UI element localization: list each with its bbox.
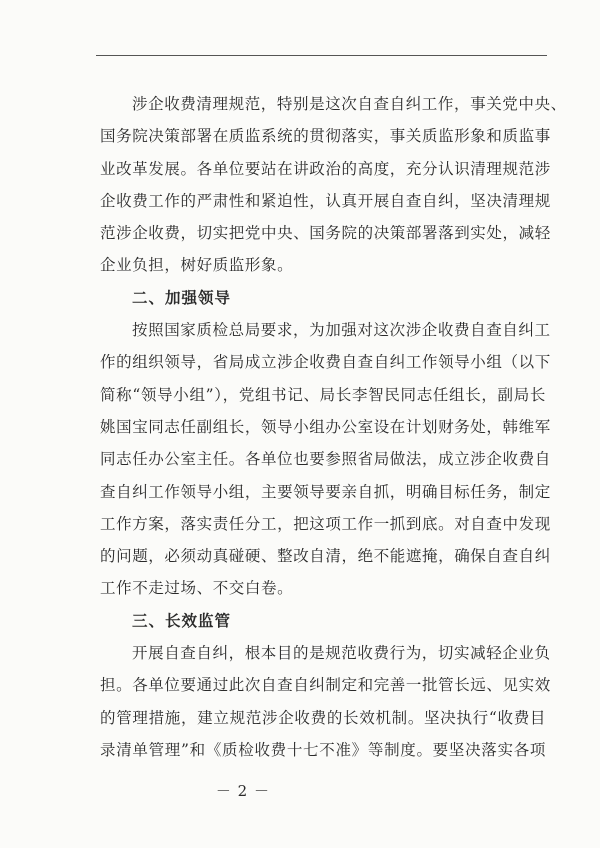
page-number: － 2 －: [215, 782, 270, 800]
header-rule: [96, 55, 547, 56]
body-line: 查自纠工作领导小组，主要领导要亲自抓，明确目标任务，制定: [100, 482, 551, 501]
body-line: 同志任办公室主任。各单位也要参照省局做法，成立涉企收费自: [100, 450, 551, 469]
body-line: 作的组织领导，省局成立涉企收费自查自纠工作领导小组（以下: [100, 353, 551, 372]
body-line: 姚国宝同志任副组长，领导小组办公室设在计划财务处，韩维军: [100, 417, 551, 436]
body-line: 录清单管理”和《质检收费十七不准》等制度。要坚决落实各项: [100, 740, 546, 759]
body-line: 企收费工作的严肃性和紧迫性，认真开展自查自纠，坚决清理规: [100, 191, 551, 210]
body-line: 工作不走过场、不交白卷。: [100, 579, 294, 598]
body-line: 业改革发展。各单位要站在讲政治的高度，充分认识清理规范涉: [100, 159, 551, 178]
body-line: 的管理措施，建立规范涉企收费的长效机制。坚决执行“收费目: [100, 708, 546, 727]
body-line: 涉企收费清理规范，特别是这次自查自纠工作，事关党中央、: [132, 95, 567, 113]
body-line: 担。各单位要通过此次自查自纠制定和完善一批管长远、见实效: [100, 676, 551, 695]
body-line: 范涉企收费，切实把党中央、国务院的决策部署落到实处，减轻: [100, 224, 551, 243]
body-line: 按照国家质检总局要求，为加强对这次涉企收费自查自纠工: [132, 321, 551, 340]
body-line: 工作方案，落实责任分工，把这项工作一抓到底。对自查中发现: [100, 514, 551, 533]
document-body: [100, 88, 567, 766]
body-line: 的问题，必须动真碰硬、整改自清，绝不能遮掩，确保自查自纠: [100, 547, 551, 566]
body-line: 国务院决策部署在质监系统的贯彻落实，事关质监形象和质监事: [100, 127, 551, 146]
section-heading: 三、长效监管: [132, 611, 232, 630]
body-line: 开展自查自纠，根本目的是规范收费行为，切实减轻企业负: [132, 644, 551, 663]
body-line: 简称“领导小组”），党组书记、局长李智民同志任组长，副局长: [100, 385, 546, 404]
body-line: 企业负担，树好质监形象。: [100, 256, 294, 275]
section-heading: 二、加强领导: [132, 288, 232, 307]
